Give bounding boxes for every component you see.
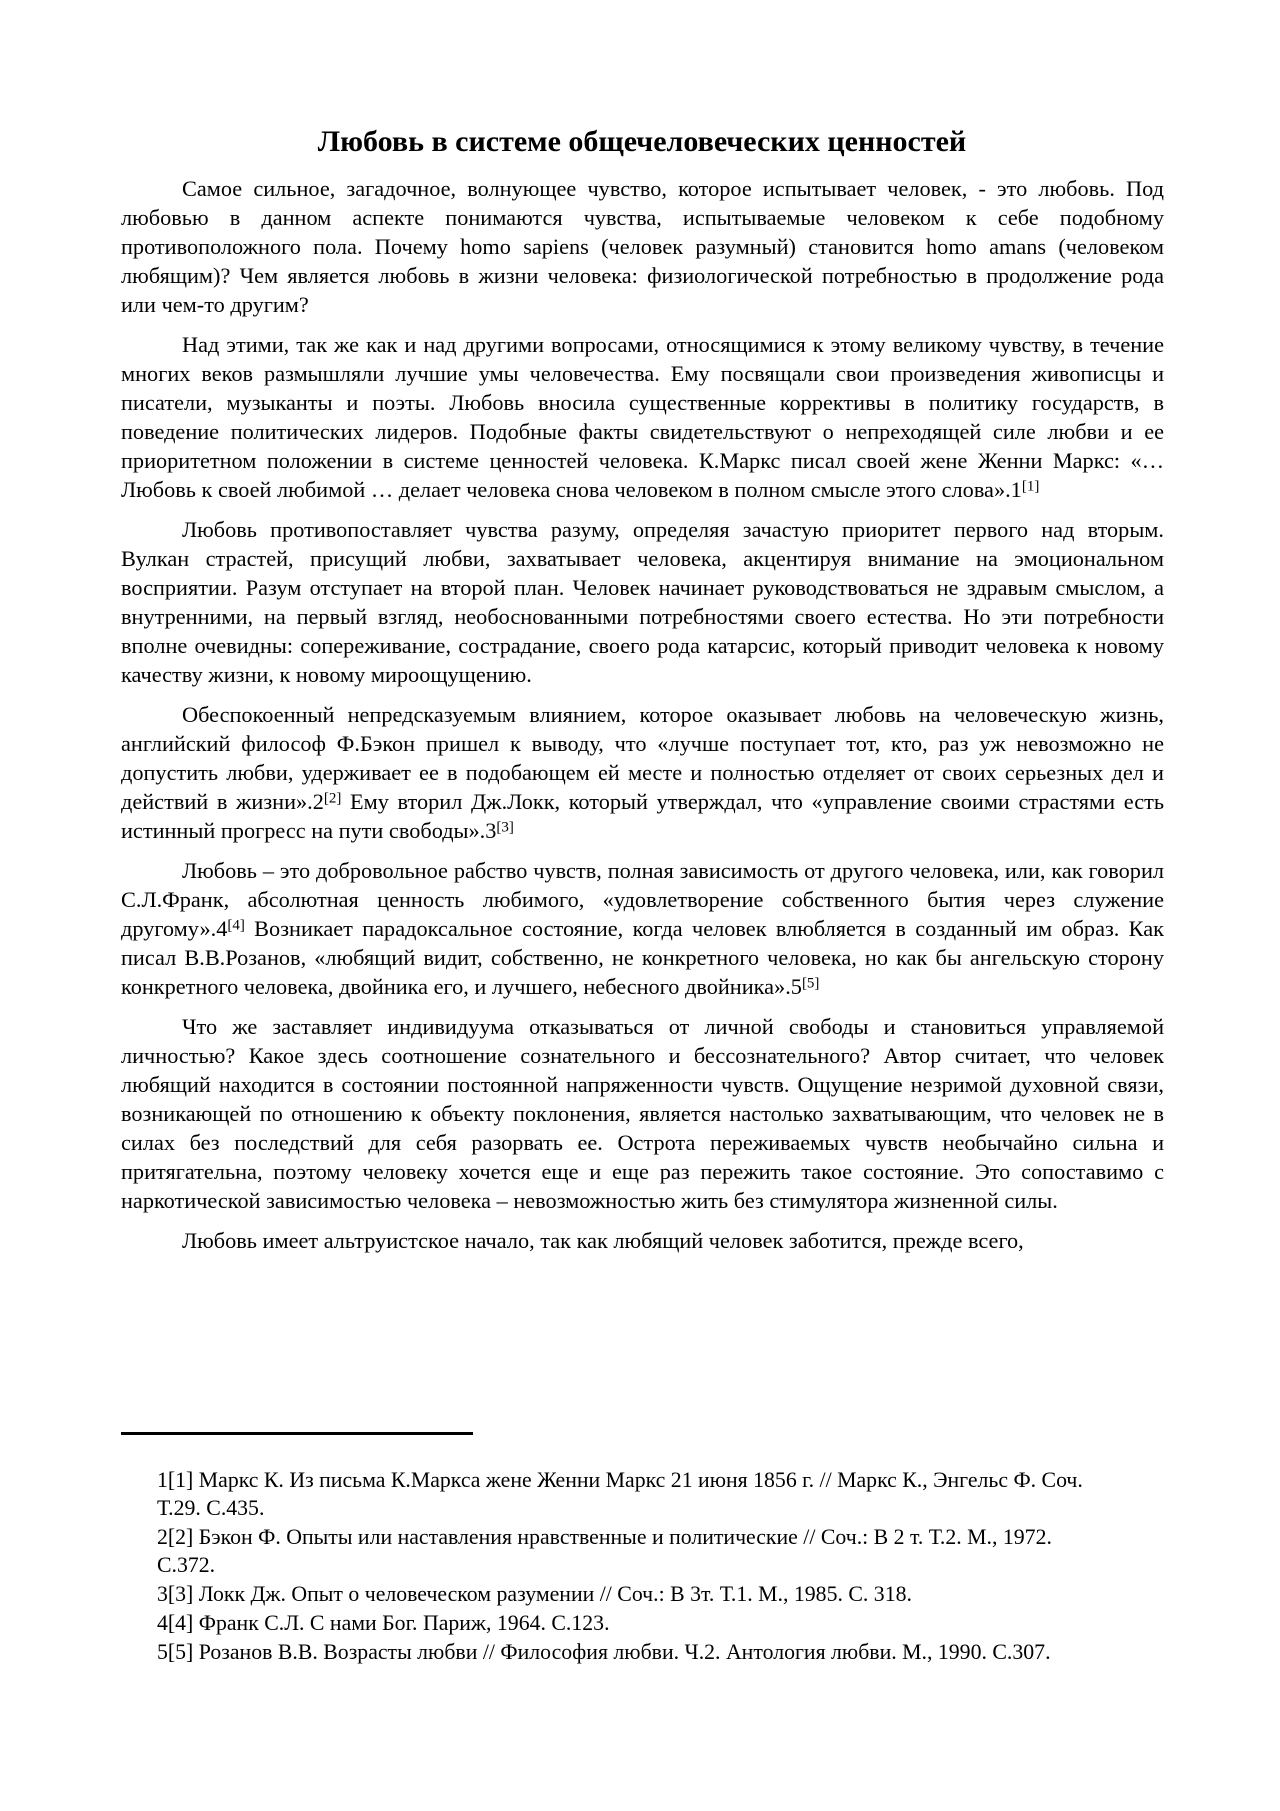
footnote-ref-2[interactable]: [2] bbox=[323, 790, 342, 807]
paragraph-2 bbox=[121, 330, 1164, 504]
footnotes bbox=[157, 1466, 1097, 1667]
footnote-separator bbox=[121, 1432, 473, 1435]
footnote-ref-1[interactable]: [1] bbox=[1021, 478, 1040, 495]
article-body bbox=[121, 174, 1164, 1266]
paragraph-text: Над этими, так же как и над другими вопросами, относящимися к этому великому чувству, в течение многих веков размышляли лучшие умы человечества. Ему посвящали свои произведения живописцы и писатели, музыканты и поэты. Любовь вносила существенные коррективы в политику государств, в поведение политических лидеров. Подобные факты свидетельствуют о непреходящей силе любви и ее приоритетном положении в системе ценностей человека. К.Маркс писал своей жене Женни Маркс: «…Любовь к своей любимой … делает человека снова человеком в полном смысле этого слова».1 bbox=[121, 332, 1164, 502]
paragraph-4 bbox=[121, 700, 1164, 845]
paragraph-text-continued: Возникает парадоксальное состояние, когда человек влюбляется в созданный им образ. Как писал В.В.Розанов, «любящий видит, собственно, не конкретного человека, но как бы ангельскую сторону конкретного человека, двойника его, и лучшего, небесного двойника».5 bbox=[121, 916, 1164, 999]
paragraph-6 bbox=[121, 1012, 1164, 1215]
footnote-ref-3[interactable]: [3] bbox=[496, 819, 514, 836]
footnote-3: 3[3] Локк Дж. Опыт о человеческом разумении // Соч.: В 3т. Т.1. М., 1985. С. 318. bbox=[157, 1582, 912, 1606]
paragraph-7 bbox=[121, 1226, 1164, 1255]
paragraph-text: Что же заставляет индивидуума отказываться от личной свободы и становиться управляемой личностью? Какое здесь соотношение сознательного и бессознательного? Автор считает, что человек любящий находится в состоянии постоянной напряженности чувств. Ощущение незримой духовной связи, возникающей по отношению к объекту поклонения, является настолько захватывающим, что человек не в силах без последствий для себя разорвать ее. Острота переживаемых чувств необычайно сильна и притягательна, поэтому человеку хочется еще и еще раз пережить такое состояние. Это сопоставимо с наркотической зависимостью человека – невозможностью жить без стимулятора жизненной силы. bbox=[121, 1014, 1164, 1213]
footnote-1: 1[1] Маркс К. Из письма К.Маркса жене Женни Маркс 21 июня 1856 г. // Маркс К., Энгельс Ф. Соч. Т.29. С.435. bbox=[157, 1468, 1083, 1520]
paragraph-text: Любовь – это добровольное рабство чувств, полная зависимость от другого человека, или, как говорил С.Л.Франк, абсолютная ценность любимого, «удовлетворение собственного бытия через служение другому».4 bbox=[121, 858, 1164, 941]
footnote-ref-5[interactable]: [5] bbox=[801, 975, 820, 992]
page-title: Любовь в системе общечеловеческих ценностей bbox=[317, 125, 967, 158]
footnote-2: 2[2] Бэкон Ф. Опыты или наставления нравственные и политические // Соч.: В 2 т. Т.2. М., 1972. С.372. bbox=[157, 1525, 1052, 1577]
paragraph-5 bbox=[121, 856, 1164, 1001]
paragraph-text-continued: Ему вторил Дж.Локк, который утверждал, что «управление своими страстями есть истинный прогресс на пути свободы».3 bbox=[121, 789, 1164, 843]
paragraph-text: Обеспокоенный непредсказуемым влиянием, которое оказывает любовь на человеческую жизнь, английский философ Ф.Бэкон пришел к выводу, что «лучше поступает тот, кто, раз уж невозможно не допустить любви, удерживает ее в подобающем ей месте и полностью отделяет от своих серьезных дел и действий в жизни».2 bbox=[121, 702, 1164, 814]
paragraph-3 bbox=[121, 515, 1164, 689]
paragraph-text: Любовь противопоставляет чувства разуму, определяя зачастую приоритет первого над вторым. Вулкан страстей, присущий любви, захватывает человека, акцентируя внимание на эмоциональном восприятии. Разум отступает на второй план. Человек начинает руководствоваться не здравым смыслом, а внутренними, на первый взгляд, необоснованными потребностями своего естества. Но эти потребности вполне очевидны: сопереживание, сострадание, своего рода катарсис, который приводит человека к новому качеству жизни, к новому мироощущению. bbox=[121, 517, 1164, 687]
footnote-4: 4[4] Франк С.Л. С нами Бог. Париж, 1964. С.123. bbox=[157, 1611, 610, 1635]
footnote-ref-4[interactable]: [4] bbox=[227, 917, 245, 934]
paragraph-1 bbox=[121, 174, 1164, 319]
paragraph-text: Самое сильное, загадочное, волнующее чувство, которое испытывает человек, - это любовь. Под любовью в данном аспекте понимаются чувства, испытываемые человеком к себе подобному противоположного пола. Почему homo sapiens (человек разумный) становится homo amans (человеком любящим)? Чем является любовь в жизни человека: физиологической потребностью в продолжение рода или чем-то другим? bbox=[121, 176, 1164, 317]
footnote-5: 5[5] Розанов В.В. Возрасты любви // Философия любви. Ч.2. Антология любви. М., 1990. С.307. bbox=[157, 1640, 1051, 1664]
paragraph-text: Любовь имеет альтруистское начало, так как любящий человек заботится, прежде всего, bbox=[182, 1228, 1024, 1253]
